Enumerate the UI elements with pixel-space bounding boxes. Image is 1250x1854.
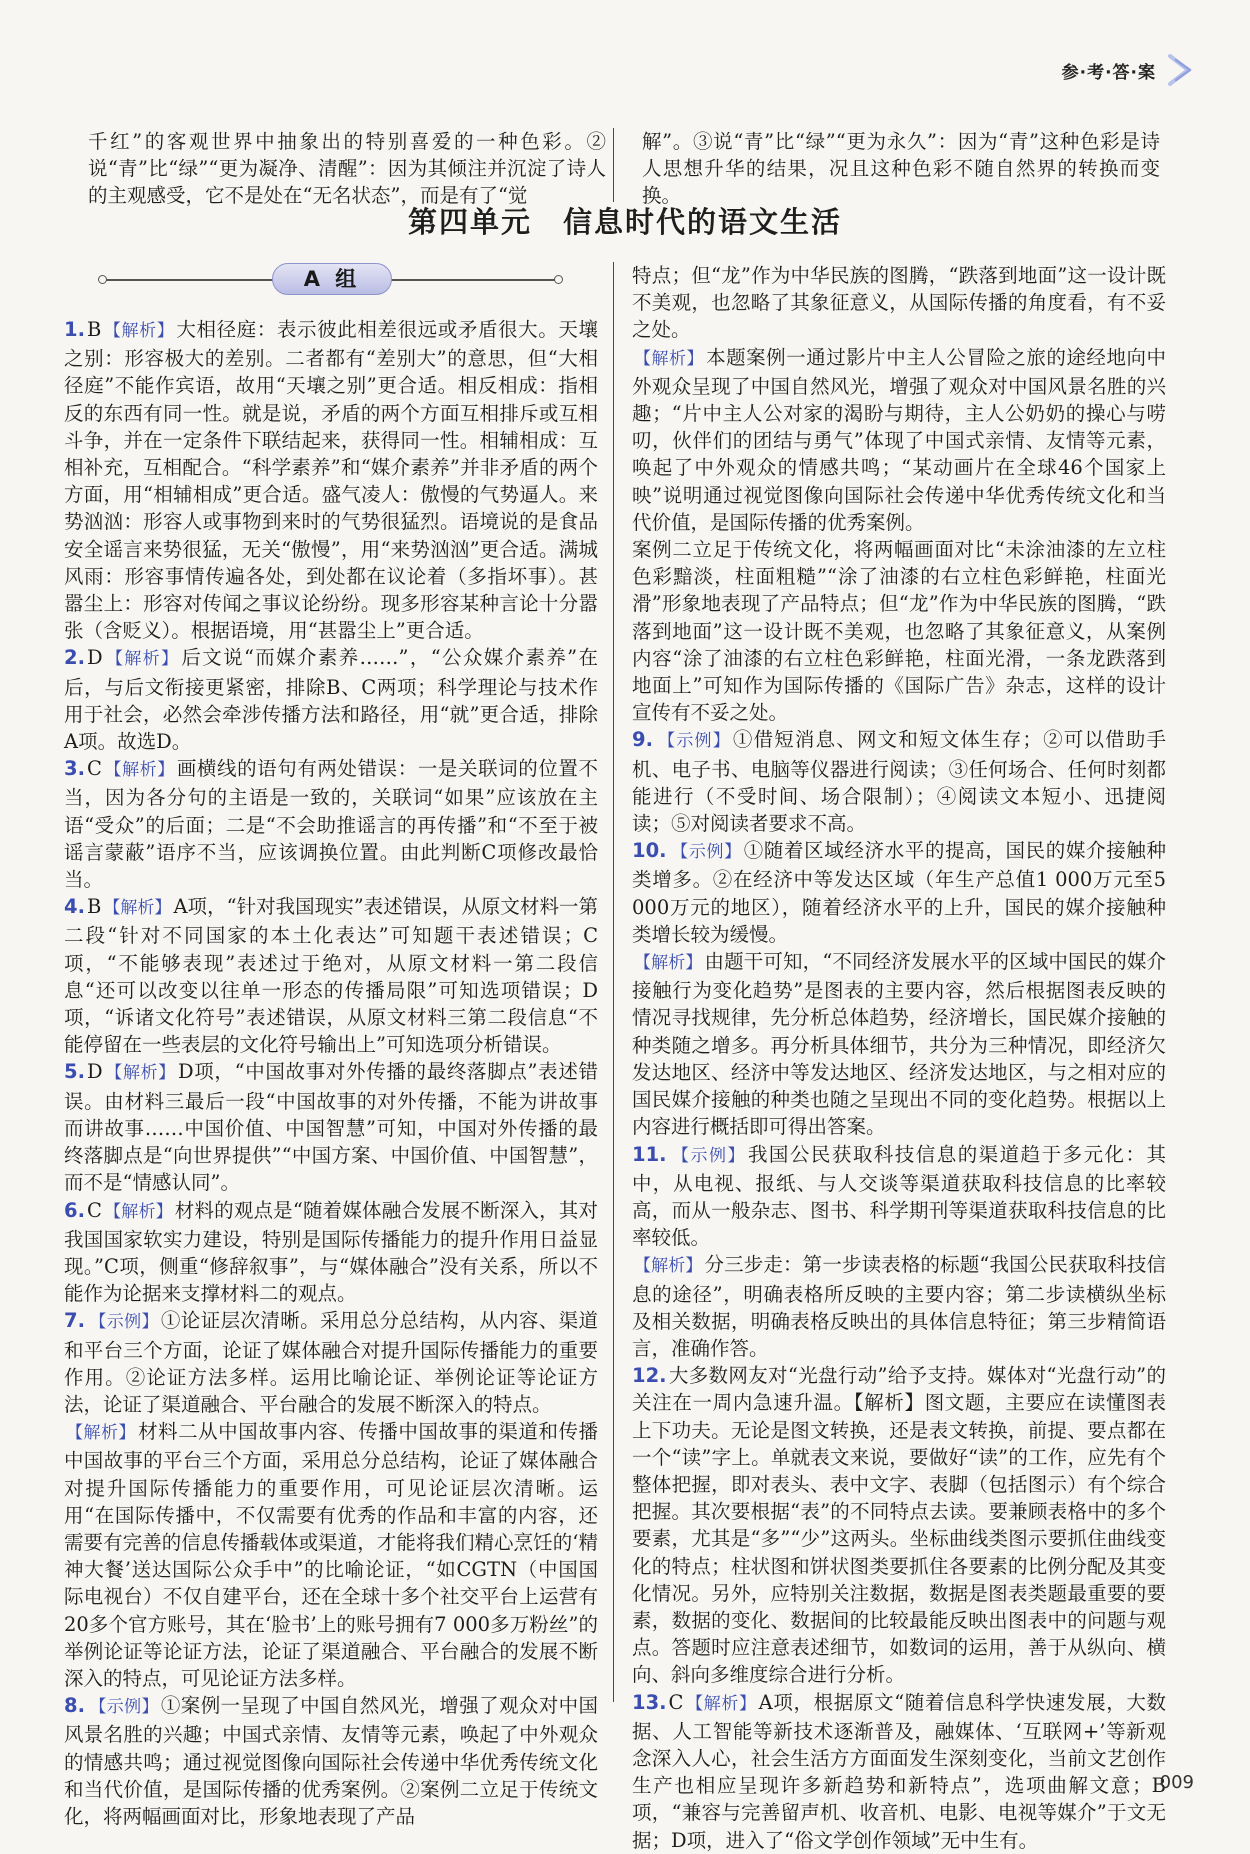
answer-text: D项，“中国故事对外传播的最终落脚点”表述错误。由材料三最后一段“中国故事的对外传播，不能为讲故事而讲故事……中国价值、中国智慧”可知，中国对外传播的最终落脚点是“向世界提供”“中国方案、中国价值、中国智慧”，而不是“情感认同”。 (64, 1060, 598, 1195)
column-divider (613, 262, 614, 1702)
answer-list-left (64, 316, 598, 1830)
answer-text: A项，根据原文“随着信息科学快速发展，大数据、人工智能等新技术逐渐普及，融媒体、‘互联网+’等新观念深入人心，社会生活方方面面发生深刻变化，当前文艺创作生产也相应呈现许多新趋势和新特点”，选项曲解文意；B项，“兼容与完善留声机、收音机、电影、电视等媒介”于文无据；D项，进入了“俗文学创作领域”无中生有。 (632, 1690, 1166, 1852)
answer-text: A项，“针对我国现实”表述错误，从原文材料一第二段“针对不同国家的本土化表达”可知题干表述错误；C项，“不能够表现”表述过于绝对，从原文材料一第二段信息“还可以改变以往单一形态的传播局限”可知选项错误；D项，“诉诸文化符号”表述错误，从原文材料三第二段信息“不能停留在一些表层的文化符号输出上”可知选项分析错误。 (64, 895, 598, 1057)
banner-dot-left (98, 275, 107, 284)
analysis-block (632, 344, 1166, 536)
answer-tag: 【示例】 (670, 842, 742, 863)
answer-text: ①借短消息、网文和短文体生存；②可以借助手机、电子书、电脑等仪器进行阅读；③任何场合、任何时刻都能进行（不受时间、场合限制）；④阅读文本短小、迅捷阅读；⑤对阅读者要求不高。 (632, 728, 1166, 836)
answer-text: 大相径庭：表示彼此相差很远或矛盾很大。天壤之别：形容极大的差别。二者都有“差别大”的意思，但“大相径庭”不能作宾语，故用“天壤之别”更合适。相反相成：指相反的东西有同一性。就是说，矛盾的两个方面互相排斥或互相斗争，并在一定条件下联结起来，获得同一性。相辅相成：互相补充，互相配合。“科学素养”和“媒介素养”并非矛盾的两个方面，用“相辅相成”更合适。盛气凌人：傲慢的气势逼人。来势汹汹：形容人或事物到来时的气势很猛烈。语境说的是食品安全谣言来势很猛，无关“傲慢”，用“来势汹汹”更合适。满城风雨：形容事情传遍各处，到处都在议论着（多指坏事）。甚嚣尘上：形容对传闻之事议论纷纷。现多形容某种言论十分嚣张（含贬义）。根据语境，用“甚嚣尘上”更合适。 (64, 318, 598, 643)
page-header (1062, 50, 1198, 90)
question-number: 10. (632, 839, 667, 863)
answer-letter: C (86, 757, 102, 781)
answer-item (64, 1058, 598, 1196)
question-number: 9. (632, 728, 653, 752)
answer-tag: 【解析】 (103, 898, 172, 919)
question-number: 5. (64, 1060, 85, 1084)
answer-text: 画横线的语句有两处错误：一是关联词的位置不当，因为各分句的主语是一致的，关联词“如果”应该放在主语“受众”的后面；二是“不会助推谣言的再传播”和“不至于被谣言蒙蔽”语序不当，应该调换位置。由此判断C项修改最恰当。 (64, 757, 598, 892)
answer-tag: 【示例】 (656, 731, 731, 752)
answer-tag: 【解析】 (104, 649, 180, 670)
answer-text: ①论证层次清晰。采用总分总结构，从内容、渠道和平台三个方面，论证了媒体融合对提升国际传播能力的重要作用。②论证方法多样。运用比喻论证、举例论证等论证方法，论证了渠道融合、平台融合的发展不断深入的特点。 (64, 1309, 598, 1416)
column-divider-top (613, 128, 614, 202)
answer-text: ①案例一呈现了中国自然风光，增强了观众对中国风景名胜的兴趣；中国式亲情、友情等元素，唤起了中外观众的情感共鸣；通过视觉图像向国际社会传递中华优秀传统文化和当代价值，是国际传播的优秀案例。②案例二立足于传统文化，将两幅画面对比，形象地表现了产品 (64, 1694, 598, 1828)
analysis-block (632, 948, 1166, 1140)
question-number: 7. (64, 1309, 85, 1333)
answer-text: ①随着区域经济水平的提高，国民的媒介接触种类增多。②在经济中等发达区域（年生产总值1 000万元至5 000万元的地区），随着经济水平的上升，国民的媒介接触种类增长较为缓慢。 (632, 839, 1166, 946)
question-number: 11. (632, 1142, 667, 1166)
analysis-tag: 【解析】 (66, 1423, 137, 1444)
answer-item (64, 316, 598, 644)
analysis-text: 案例二立足于传统文化，将两幅画面对比“未涂油漆的左立柱色彩黯淡，柱面粗糙”“涂了油漆的右立柱色彩鲜艳，柱面光滑”形象地表现了产品特点；但“龙”作为中华民族的图腾，“跌落到地面”这一设计既不美观，也忽略了其象征意义，从案例内容“涂了油漆的右立柱色彩鲜艳，柱面光滑，一条龙跌落到地面上”可知作为国际传播的《国际广告》杂志，这样的设计宣传有不妥之处。 (632, 538, 1166, 725)
question-number: 4. (64, 895, 85, 919)
answer-item (64, 893, 598, 1058)
previous-answer-continuation (88, 128, 1160, 209)
analysis-block (632, 1251, 1166, 1362)
answer-item (64, 1197, 598, 1308)
answer-text: 材料的观点是“随着媒体融合发展不断深入，其对我国国家软实力建设，特别是国际传播能力的提升作用日益显现。”C项，侧重“修辞叙事”，与“媒体融合”没有关系，所以不能作为论据来支撑材料二的观点。 (64, 1198, 598, 1306)
question-number: 8. (64, 1694, 85, 1718)
question-number: 3. (64, 757, 85, 781)
answer-letter: C (668, 1690, 684, 1714)
answer-item (632, 262, 1166, 726)
answer-text: 后文说“而媒介素养……”，“公众媒介素养”在后，与后文衔接更紧密，排除B、C两项；科学理论与技术作用于社会，必然会牵涉传播方法和路径，用“就”更合适，排除A项。故选D。 (64, 646, 598, 754)
question-number: 6. (64, 1198, 85, 1222)
answer-text: 我国公民获取科技信息的渠道趋于多元化：其中，从电视、报纸、与人交谈等渠道获取科技信息的比率较高，而从一般杂志、图书、科学期刊等渠道获取科技信息的比率较低。 (632, 1142, 1166, 1250)
answer-item (632, 837, 1166, 1140)
answer-item (64, 1307, 598, 1692)
answer-item (632, 1141, 1166, 1363)
right-column (632, 262, 1166, 1854)
answer-item (632, 1689, 1166, 1854)
answer-tag: 【解析】 (103, 321, 175, 341)
analysis-text: 本题案例一通过影片中主人公冒险之旅的途经地向中外观众呈现了中国自然风光，增强了观众对中国风景名胜的兴趣；“片中主人公对家的渴盼与期待，主人公奶奶的操心与唠叨，伙伴们的团结与勇气”体现了中国式亲情、友情等元素，唤起了中外观众的情感共鸣；“某动画片在全球46个国家上映”说明通过视觉图像向国际社会传递中华优秀传统文化和当代价值，是国际传播的优秀案例。 (632, 345, 1166, 534)
answer-tag: 【示例】 (88, 1312, 159, 1333)
section-label: A 组 (272, 263, 392, 295)
answer-tag: 【解析】 (685, 1693, 757, 1714)
answer-item (64, 755, 598, 893)
analysis-text: 分三步走：第一步读表格的标题“我国公民获取科技信息的途径”，明确表格所反映的主要内容；第二步读横纵坐标及相关数据，明确表格反映出的具体信息特征；第三步精简语言，准确作答。 (632, 1253, 1166, 1360)
answer-letter: B (86, 895, 102, 919)
answer-tag: 【示例】 (670, 1145, 746, 1166)
analysis-block (64, 1418, 598, 1692)
answer-tag: 【解析】 (104, 1063, 176, 1084)
header-label: 参·考·答·案 (1061, 62, 1156, 83)
answer-item (64, 1692, 598, 1830)
answer-tag: 【解析】 (103, 760, 175, 781)
page-number: 009 (1159, 1772, 1194, 1793)
answer-letter: D (86, 1060, 103, 1084)
answer-item (632, 1362, 1166, 1688)
analysis-tag: 【解析】 (634, 953, 703, 974)
banner-dot-right (554, 275, 563, 284)
answer-text: 特点；但“龙”作为中华民族的图腾，“跌落到地面”这一设计既不美观，也忽略了其象征意义，从国际传播的角度看，有不妥之处。 (632, 264, 1166, 342)
answer-item (64, 644, 598, 755)
analysis-tag: 【解析】 (634, 348, 705, 369)
answer-letter: B (86, 318, 102, 341)
answer-tag: 【示例】 (88, 1697, 159, 1718)
question-number: 12. (632, 1364, 667, 1388)
chevron-right-icon (1162, 52, 1198, 88)
answer-letter: D (86, 646, 103, 670)
answer-item (632, 726, 1166, 837)
question-number: 13. (632, 1690, 667, 1714)
question-number: 2. (64, 646, 85, 670)
answer-list-right (632, 262, 1166, 1854)
answer-letter: C (86, 1198, 102, 1222)
answer-text: 大多数网友对“光盘行动”给予支持。媒体对“光盘行动”的关注在一周内急速升温。【解析】图文题，主要应在读懂图表上下功夫。无论是图文转换，还是表文转换，前提、要点都在一个“读”字上。单就表文来说，要做好“读”的工作，应先有个整体把握，即对表头、表中文字、表脚（包括图示）有个综合把握。其次要根据“表”的不同特点去读。要兼顾表格中的多个要素，尤其是“多”“少”这两头。坐标曲线类图示要抓住曲线变化的特点；柱状图和饼状图类要抓住各要素的比例分配及其变化情况。另外，应特别关注数据，数据是图表类题最重要的要素，数据的变化、数据间的比较最能反映出图表中的问题与观点。答题时应注意表述细节，如数词的运用，善于从纵向、横向、斜向多维度综合进行分析。 (632, 1364, 1166, 1687)
answer-tag: 【解析】 (103, 1201, 173, 1222)
section-banner (64, 262, 598, 296)
left-column (64, 262, 598, 1830)
analysis-text: 材料二从中国故事内容、传播中国故事的渠道和传播中国故事的平台三个方面，采用总分总结构，论证了媒体融合对提升国际传播能力的重要作用，可见论证层次清晰。运用“在国际传播中，不仅需要有优秀的作品和丰富的内容，还需要有完善的信息传播载体或渠道，才能将我们精心烹饪的‘精神大餐’送达国际公众手中”的比喻论证，“如CGTN（中国国际电视台）不仅自建平台，还在全球十多个社交平台上运营有20多个官方账号，其在‘脸书’上的账号拥有7 000多万粉丝”的举例论证等论证方法，论证了渠道融合、平台融合的发展不断深入的特点，可见论证方法多样。 (64, 1420, 598, 1690)
analysis-text: 由题干可知，“不同经济发展水平的区域中国民的媒介接触行为变化趋势”是图表的主要内容，然后根据图表反映的情况寻找规律，先分析总体趋势，经济增长，国民媒介接触的种类随之增多。再分析具体细节，共分为三种情况，即经济欠发达地区、经济中等发达地区、经济发达地区，与之相对应的国民媒介接触的种类也随之呈现出不同的变化趋势。根据以上内容进行概括即可得出答案。 (632, 950, 1166, 1139)
continuation-left: 千红”的客观世界中抽象出的特别喜爱的一种色彩。②说“青”比“绿”“更为凝净、清醒”：因为其倾注并沉淀了诗人的主观感受，它不是处在“无名状态”，而是有了“觉 (88, 130, 606, 207)
analysis-tag: 【解析】 (634, 1256, 703, 1277)
unit-title: 第四单元 信息时代的语文生活 (407, 205, 842, 239)
question-number: 1. (64, 318, 85, 341)
continuation-right: 解”。③说“青”比“绿”“更为永久”：因为“青”这种色彩是诗人思想升华的结果，况且这种色彩不随自然界的转换而变换。 (642, 130, 1160, 207)
